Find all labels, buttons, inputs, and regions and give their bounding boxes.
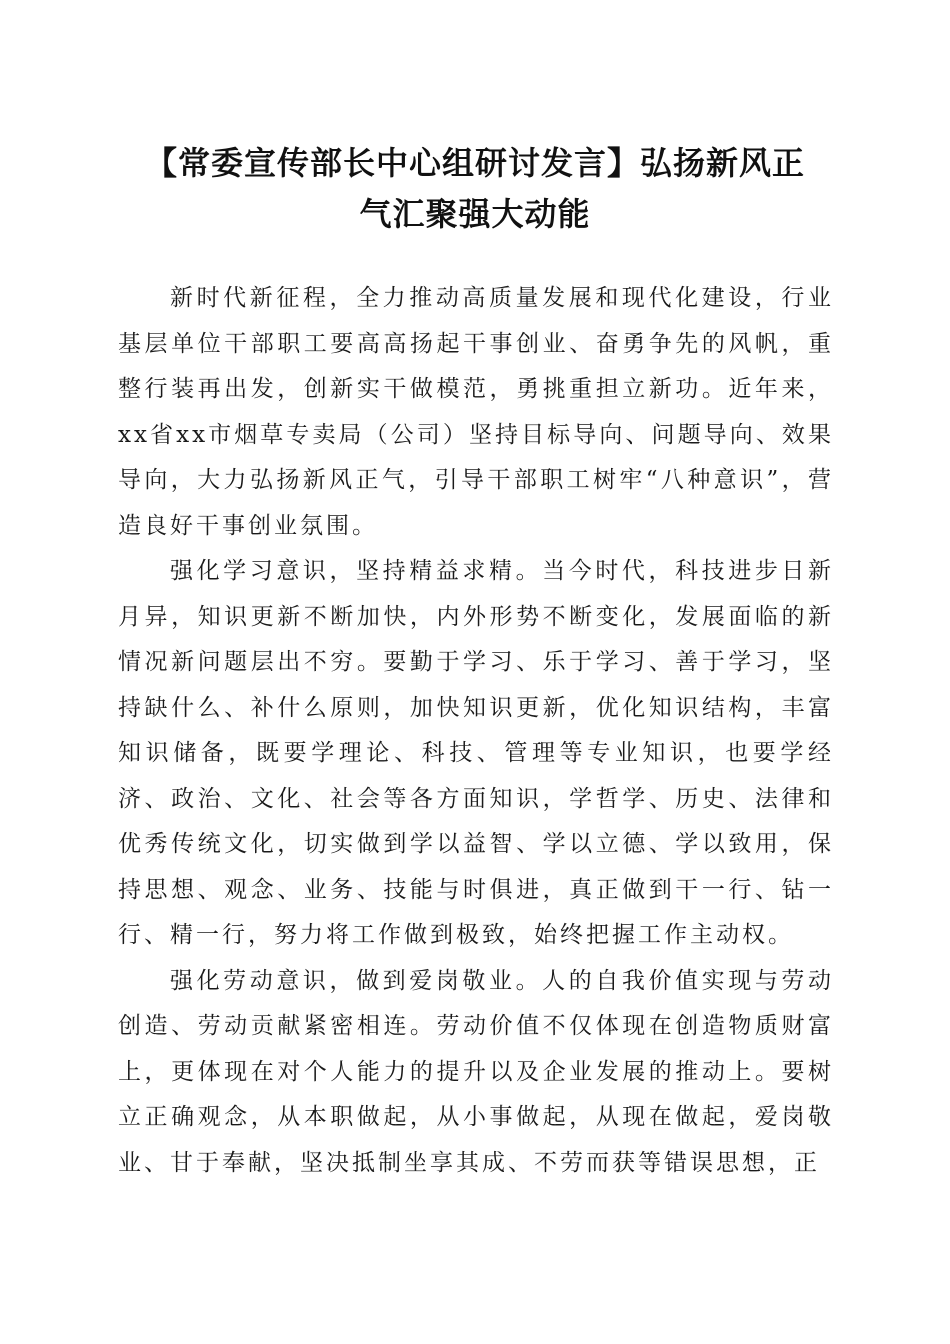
document-body: [118, 276, 834, 1186]
paragraph-labor: 强化劳动意识，做到爱岗敬业。人的自我价值实现与劳动创造、劳动贡献紧密相连。劳动价值不仅体现在创造物质财富上，更体现在对个人能力的提升以及企业发展的推动上。要树立正确观念，从本职做起，从小事做起，从现在做起，爱岗敬业、甘于奉献，坚决抵制坐享其成、不劳而获等错误思想，正: [118, 967, 834, 1176]
title-line-2: 气汇聚强大动能: [359, 195, 591, 233]
paragraph-intro: 新时代新征程，全力推动高质量发展和现代化建设，行业基层单位干部职工要高高扬起干事创业、奋勇争先的风帆，重整行装再出发，创新实干做模范，勇挑重担立新功。近年来，xx省xx市烟草专卖局（公司）坚持目标导向、问题导向、效果导向，大力弘扬新风正气，引导干部职工树牢“八种意识”，营造良好干事创业氛围。: [118, 285, 834, 539]
document-title: [120, 138, 830, 240]
title-line-1: 【常委宣传部长中心组研讨发言】弘扬新风正: [144, 144, 805, 182]
paragraph-learning: 强化学习意识，坚持精益求精。当今时代，科技进步日新月异，知识更新不断加快，内外形势不断变化，发展面临的新情况新问题层出不穷。要勤于学习、乐于学习、善于学习，坚持缺什么、补什么原则，加快知识更新，优化知识结构，丰富知识储备，既要学理论、科技、管理等专业知识，也要学经济、政治、文化、社会等各方面知识，学哲学、历史、法律和优秀传统文化，切实做到学以益智、学以立德、学以致用，保持思想、观念、业务、技能与时俱进，真正做到干一行、钻一行、精一行，努力将工作做到极致，始终把握工作主动权。: [118, 558, 834, 948]
